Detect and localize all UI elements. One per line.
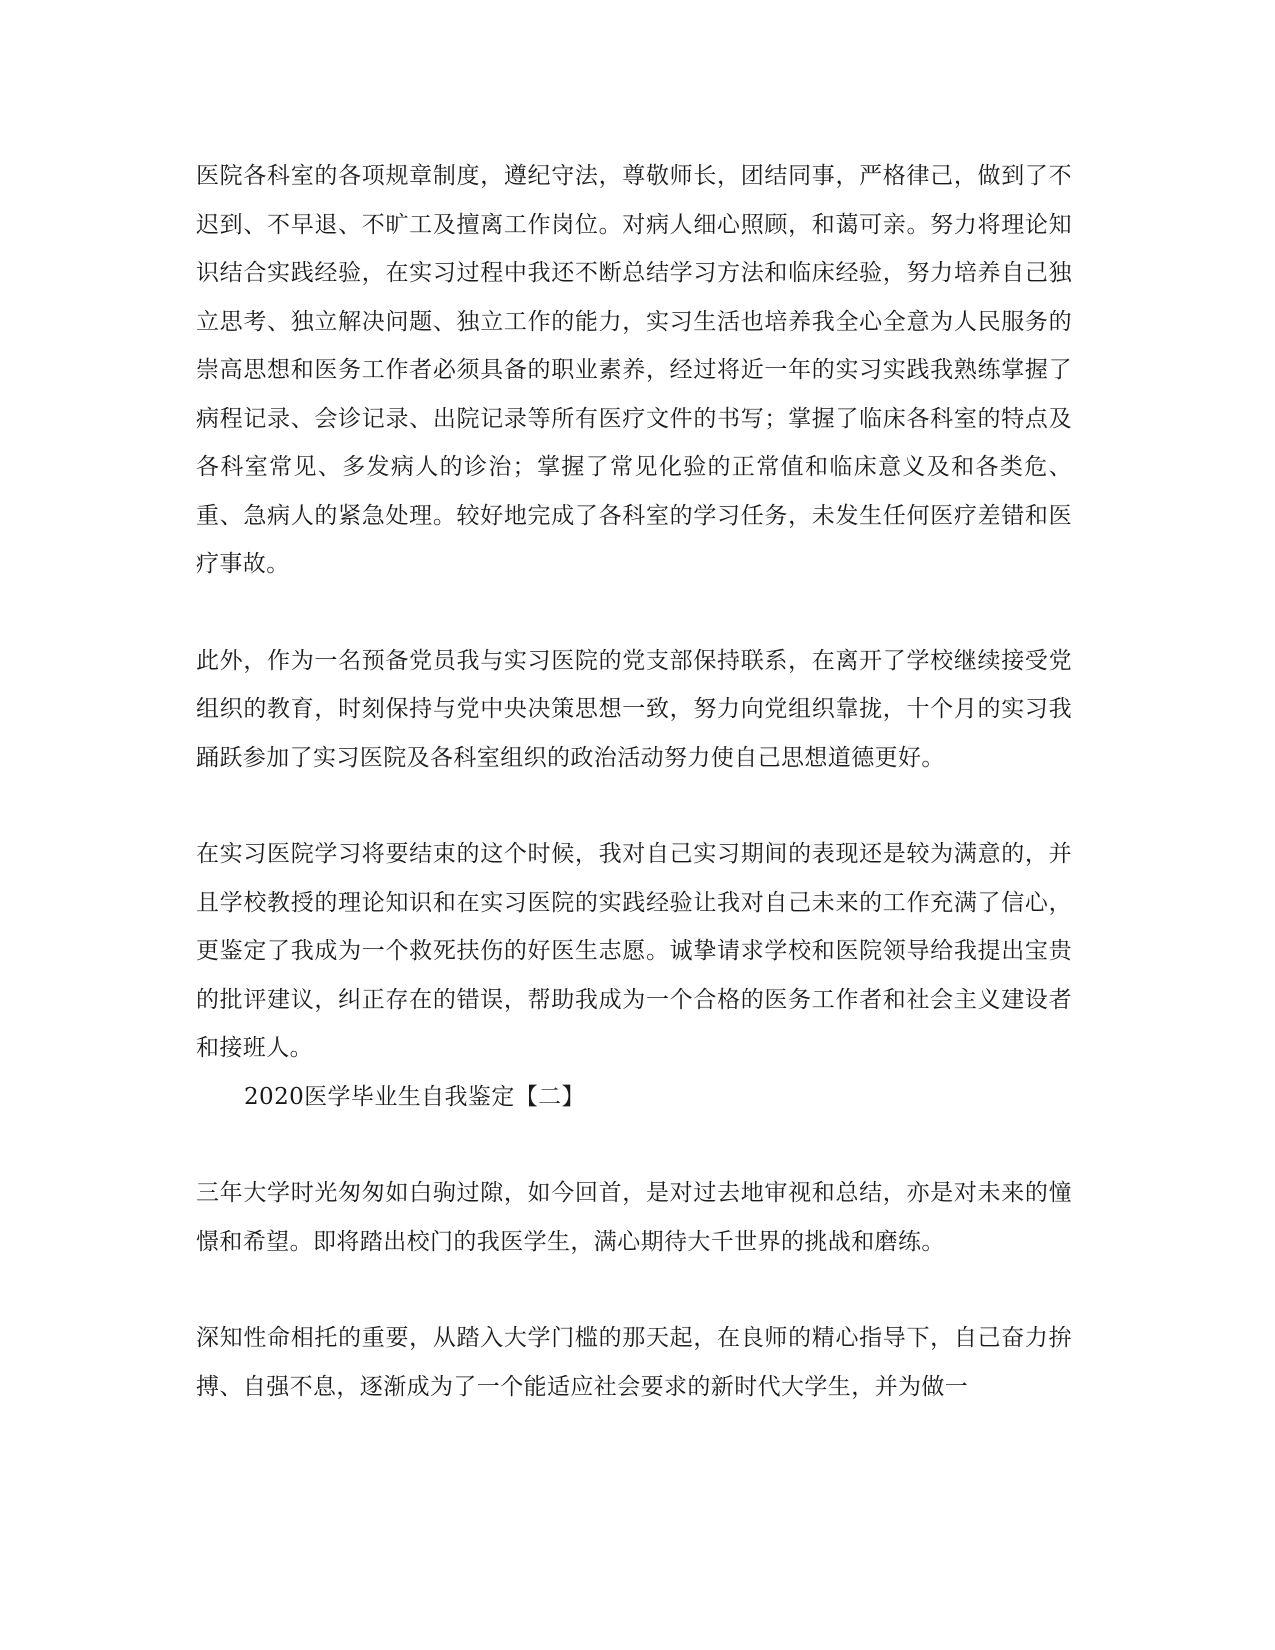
document-body bbox=[196, 152, 1072, 1411]
paragraph-party-membership: 此外，作为一名预备党员我与实习医院的党支部保持联系，在离开了学校继续接受党组织的教育，时刻保持与党中央决策思想一致，努力向党组织靠拢，十个月的实习我踊跃参加了实习医院及各科室组织的政治活动努力使自己思想道德更好。 bbox=[196, 647, 1072, 771]
paragraph-internship-conduct: 医院各科室的各项规章制度，遵纪守法，尊敬师长，团结同事，严格律己，做到了不迟到、不早退、不旷工及擅离工作岗位。对病人细心照顾，和蔼可亲。努力将理论知识结合实践经验，在实习过程中我还不断总结学习方法和临床经验，努力培养自己独立思考、独立解决问题、独立工作的能力，实习生活也培养我全心全意为人民服务的崇高思想和医务工作者必须具备的职业素养，经过将近一年的实习实践我熟练掌握了病程记录、会诊记录、出院记录等所有医疗文件的书写；掌握了临床各科室的特点及各科室常见、多发病人的诊治；掌握了常见化验的正常值和临床意义及和各类危、重、急病人的紧急处理。较好地完成了各科室的学习任务，未发生任何医疗差错和医疗事故。 bbox=[196, 163, 1072, 577]
paragraph-internship-summary: 在实习医院学习将要结束的这个时候，我对自己实习期间的表现还是较为满意的，并且学校教授的理论知识和在实习医院的实践经验让我对自己未来的工作充满了信心，更鉴定了我成为一个救死扶伤的好医生志愿。诚挚请求学校和医院领导给我提出宝贵的批评建议，纠正存在的错误，帮助我成为一个合格的医务工作者和社会主义建设者和接班人。 bbox=[196, 841, 1072, 1061]
paragraph-university-years: 三年大学时光匆匆如白驹过隙，如今回首，是对过去地审视和总结，亦是对未来的憧憬和希望。即将踏出校门的我医学生，满心期待大千世界的挑战和磨练。 bbox=[196, 1180, 1072, 1255]
paragraph-medical-responsibility: 深知性命相托的重要，从踏入大学门槛的那天起，在良师的精心指导下，自己奋力拚搏、自强不息，逐渐成为了一个能适应社会要求的新时代大学生，并为做一 bbox=[196, 1325, 1072, 1400]
section-heading: 2020医学毕业生自我鉴定【二】 bbox=[244, 1083, 585, 1110]
